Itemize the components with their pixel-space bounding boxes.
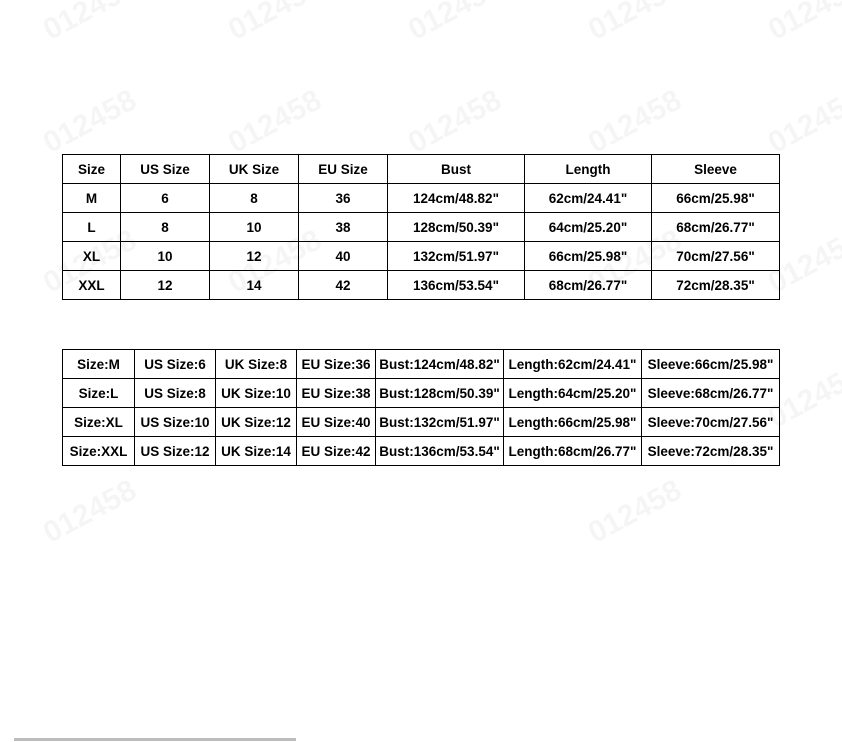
table-cell: Bust:124cm/48.82" <box>376 350 504 379</box>
table-cell: 128cm/50.39" <box>388 213 525 242</box>
table-row <box>63 271 780 300</box>
table-cell: UK Size:14 <box>216 437 297 466</box>
table-row <box>63 408 780 437</box>
table-cell: Size:M <box>63 350 135 379</box>
header-eu-size: EU Size <box>299 155 388 184</box>
table-cell: 10 <box>121 242 210 271</box>
table-cell: Sleeve:70cm/27.56" <box>642 408 780 437</box>
table-row <box>63 437 780 466</box>
table-cell: 66cm/25.98" <box>525 242 652 271</box>
table-cell: 124cm/48.82" <box>388 184 525 213</box>
table-cell: Length:66cm/25.98" <box>504 408 642 437</box>
size-chart-table <box>62 154 780 300</box>
watermark-text <box>403 0 507 48</box>
table-cell: XL <box>63 242 121 271</box>
table-row <box>63 242 780 271</box>
table-cell: 64cm/25.20" <box>525 213 652 242</box>
header-sleeve: Sleeve <box>652 155 780 184</box>
table-cell: EU Size:42 <box>297 437 376 466</box>
table-cell: Sleeve:72cm/28.35" <box>642 437 780 466</box>
table-cell: 12 <box>121 271 210 300</box>
bottom-divider <box>14 738 296 741</box>
watermark-text <box>38 83 142 160</box>
table-cell: Length:64cm/25.20" <box>504 379 642 408</box>
table-cell: 42 <box>299 271 388 300</box>
table-cell: 136cm/53.54" <box>388 271 525 300</box>
table-cell: UK Size:12 <box>216 408 297 437</box>
table-cell: US Size:6 <box>135 350 216 379</box>
table-cell: 68cm/26.77" <box>525 271 652 300</box>
table-row <box>63 379 780 408</box>
watermark-text <box>223 0 327 48</box>
table-row <box>63 213 780 242</box>
table-cell: US Size:8 <box>135 379 216 408</box>
table-cell: 70cm/27.56" <box>652 242 780 271</box>
watermark-text <box>38 0 142 48</box>
size-chart-labeled-table <box>62 349 780 466</box>
table-cell: Size:XXL <box>63 437 135 466</box>
table-cell: 14 <box>210 271 299 300</box>
table-cell: EU Size:36 <box>297 350 376 379</box>
table-cell: UK Size:8 <box>216 350 297 379</box>
table-cell: 8 <box>210 184 299 213</box>
table-cell: 36 <box>299 184 388 213</box>
watermark-text <box>403 83 507 160</box>
table-cell: Bust:128cm/50.39" <box>376 379 504 408</box>
table-cell: Bust:132cm/51.97" <box>376 408 504 437</box>
table-cell: 40 <box>299 242 388 271</box>
header-size: Size <box>63 155 121 184</box>
table-cell: 62cm/24.41" <box>525 184 652 213</box>
watermark-text <box>223 83 327 160</box>
table-cell: Size:L <box>63 379 135 408</box>
table-cell: L <box>63 213 121 242</box>
table-cell: 8 <box>121 213 210 242</box>
watermark-text <box>763 0 842 48</box>
table-cell: 132cm/51.97" <box>388 242 525 271</box>
table-cell: US Size:10 <box>135 408 216 437</box>
table-cell: Length:68cm/26.77" <box>504 437 642 466</box>
table-cell: EU Size:38 <box>297 379 376 408</box>
table-cell: XXL <box>63 271 121 300</box>
table-cell: UK Size:10 <box>216 379 297 408</box>
table-cell: 68cm/26.77" <box>652 213 780 242</box>
watermark-text <box>763 83 842 160</box>
watermark-text <box>583 0 687 48</box>
table-cell: 66cm/25.98" <box>652 184 780 213</box>
table-cell: 12 <box>210 242 299 271</box>
header-us-size: US Size <box>121 155 210 184</box>
table-cell: 6 <box>121 184 210 213</box>
header-bust: Bust <box>388 155 525 184</box>
table-row <box>63 350 780 379</box>
table-cell: Sleeve:68cm/26.77" <box>642 379 780 408</box>
table-cell: M <box>63 184 121 213</box>
table-cell: 10 <box>210 213 299 242</box>
watermark-text <box>583 83 687 160</box>
table-cell: EU Size:40 <box>297 408 376 437</box>
table-cell: Sleeve:66cm/25.98" <box>642 350 780 379</box>
watermark-text <box>583 473 687 550</box>
table-header-row <box>63 155 780 184</box>
table-cell: 72cm/28.35" <box>652 271 780 300</box>
table-cell: Length:62cm/24.41" <box>504 350 642 379</box>
watermark-text <box>38 473 142 550</box>
table-cell: 38 <box>299 213 388 242</box>
header-uk-size: UK Size <box>210 155 299 184</box>
table-cell: Bust:136cm/53.54" <box>376 437 504 466</box>
table-row <box>63 184 780 213</box>
table-cell: US Size:12 <box>135 437 216 466</box>
header-length: Length <box>525 155 652 184</box>
table-cell: Size:XL <box>63 408 135 437</box>
